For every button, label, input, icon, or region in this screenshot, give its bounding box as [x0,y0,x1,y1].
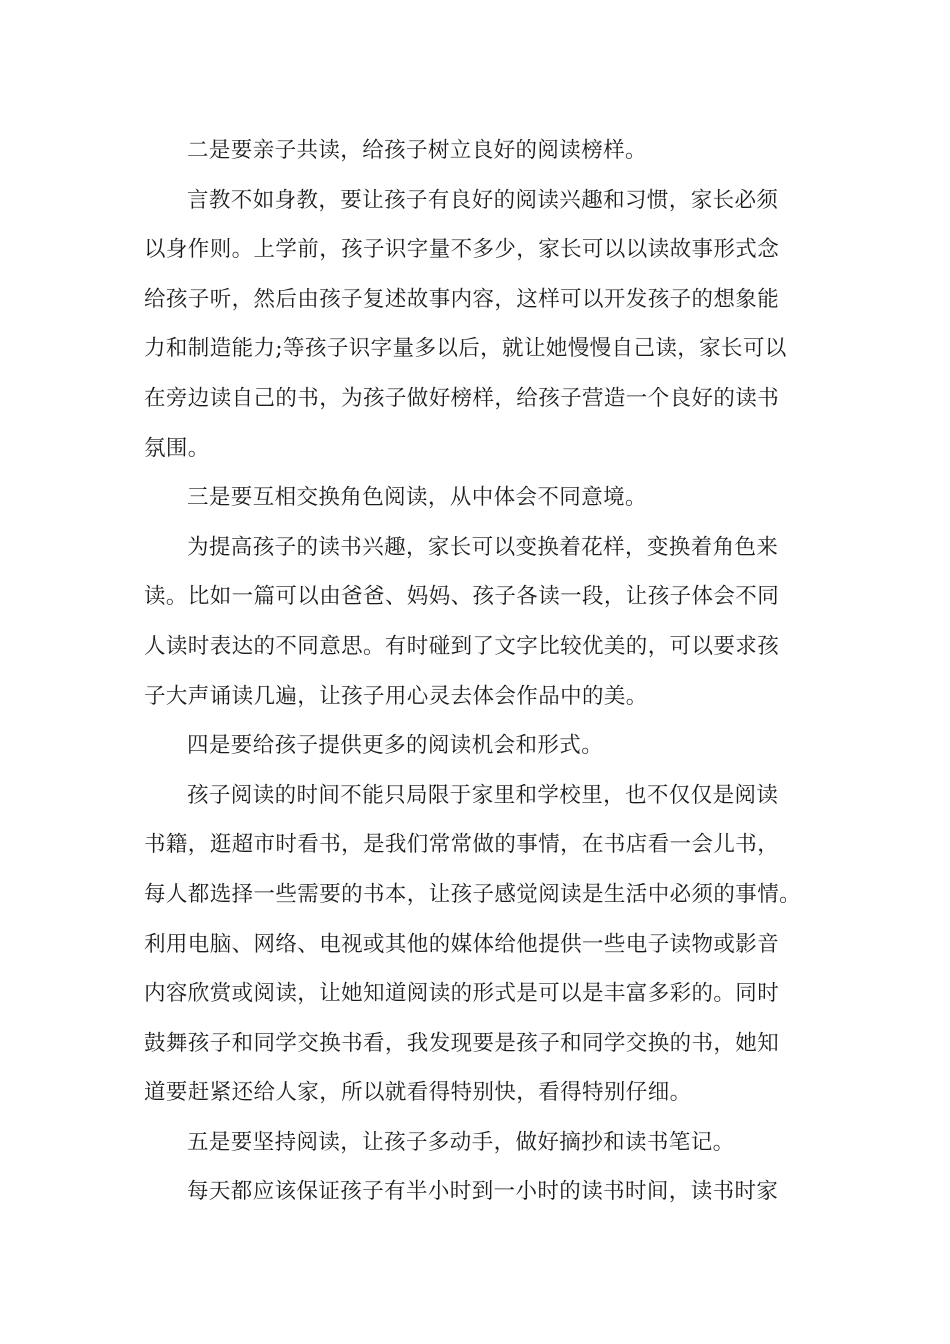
text-line: 三是要互相交换角色阅读，从中体会不同意境。 [187,485,647,511]
text-line: 孩子阅读的时间不能只局限于家里和学校里，也不仅仅是阅读 [187,782,779,808]
text-line: 鼓舞孩子和同学交换书看，我发现要是孩子和同学交换的书，她知 [144,1030,780,1056]
body-paragraph [144,523,814,721]
text-line: 子大声诵读几遍，让孩子用心灵去体会作品中的美。 [144,683,648,709]
text-line: 以身作则。上学前，孩子识字量不多少，家长可以以读故事形式念 [144,237,780,263]
text-line: 每人都选择一些需要的书本，让孩子感觉阅读是生活中必须的事情。 [144,881,802,907]
section-heading-paragraph [144,1118,814,1168]
body-paragraph [144,176,814,474]
document-body [144,126,814,1217]
text-line: 人读时表达的不同意思。有时碰到了文字比较优美的，可以要求孩 [144,633,780,659]
section-heading-paragraph [144,473,814,523]
body-paragraph [144,771,814,1118]
text-line: 书籍，逛超市时看书，是我们常常做的事情，在书店看一会儿书， [144,832,780,858]
text-line: 五是要坚持阅读，让孩子多动手，做好摘抄和读书笔记。 [187,1129,735,1155]
text-line: 言教不如身教，要让孩子有良好的阅读兴趣和习惯，家长必须 [187,187,779,213]
text-line: 每天都应该保证孩子有半小时到一小时的读书时间，读书时家 [187,1179,779,1205]
text-line: 读。比如一篇可以由爸爸、妈妈、孩子各读一段，让孩子体会不同 [144,584,780,610]
text-line: 道要赶紧还给人家，所以就看得特别快，看得特别仔细。 [144,1080,692,1106]
text-line: 二是要亲子共读，给孩子树立良好的阅读榜样。 [187,138,647,163]
text-line: 氛围。 [144,435,210,461]
text-line: 内容欣赏或阅读，让她知道阅读的形式是可以是丰富多彩的。同时 [144,981,780,1007]
text-line: 四是要给孩子提供更多的阅读机会和形式。 [187,733,604,759]
section-heading-paragraph [144,126,814,176]
text-line: 为提高孩子的读书兴趣，家长可以变换着花样，变换着角色来 [187,534,779,560]
text-line: 力和制造能力;等孩子识字量多以后，就让她慢慢自己读，家长可以 [144,336,787,362]
text-line: 给孩子听，然后由孩子复述故事内容，这样可以开发孩子的想象能 [144,286,780,312]
text-line: 利用电脑、网络、电视或其他的媒体给他提供一些电子读物或影音 [144,931,780,957]
section-heading-paragraph [144,721,814,771]
text-line: 在旁边读自己的书，为孩子做好榜样，给孩子营造一个良好的读书 [144,385,780,411]
body-paragraph [144,1167,814,1217]
